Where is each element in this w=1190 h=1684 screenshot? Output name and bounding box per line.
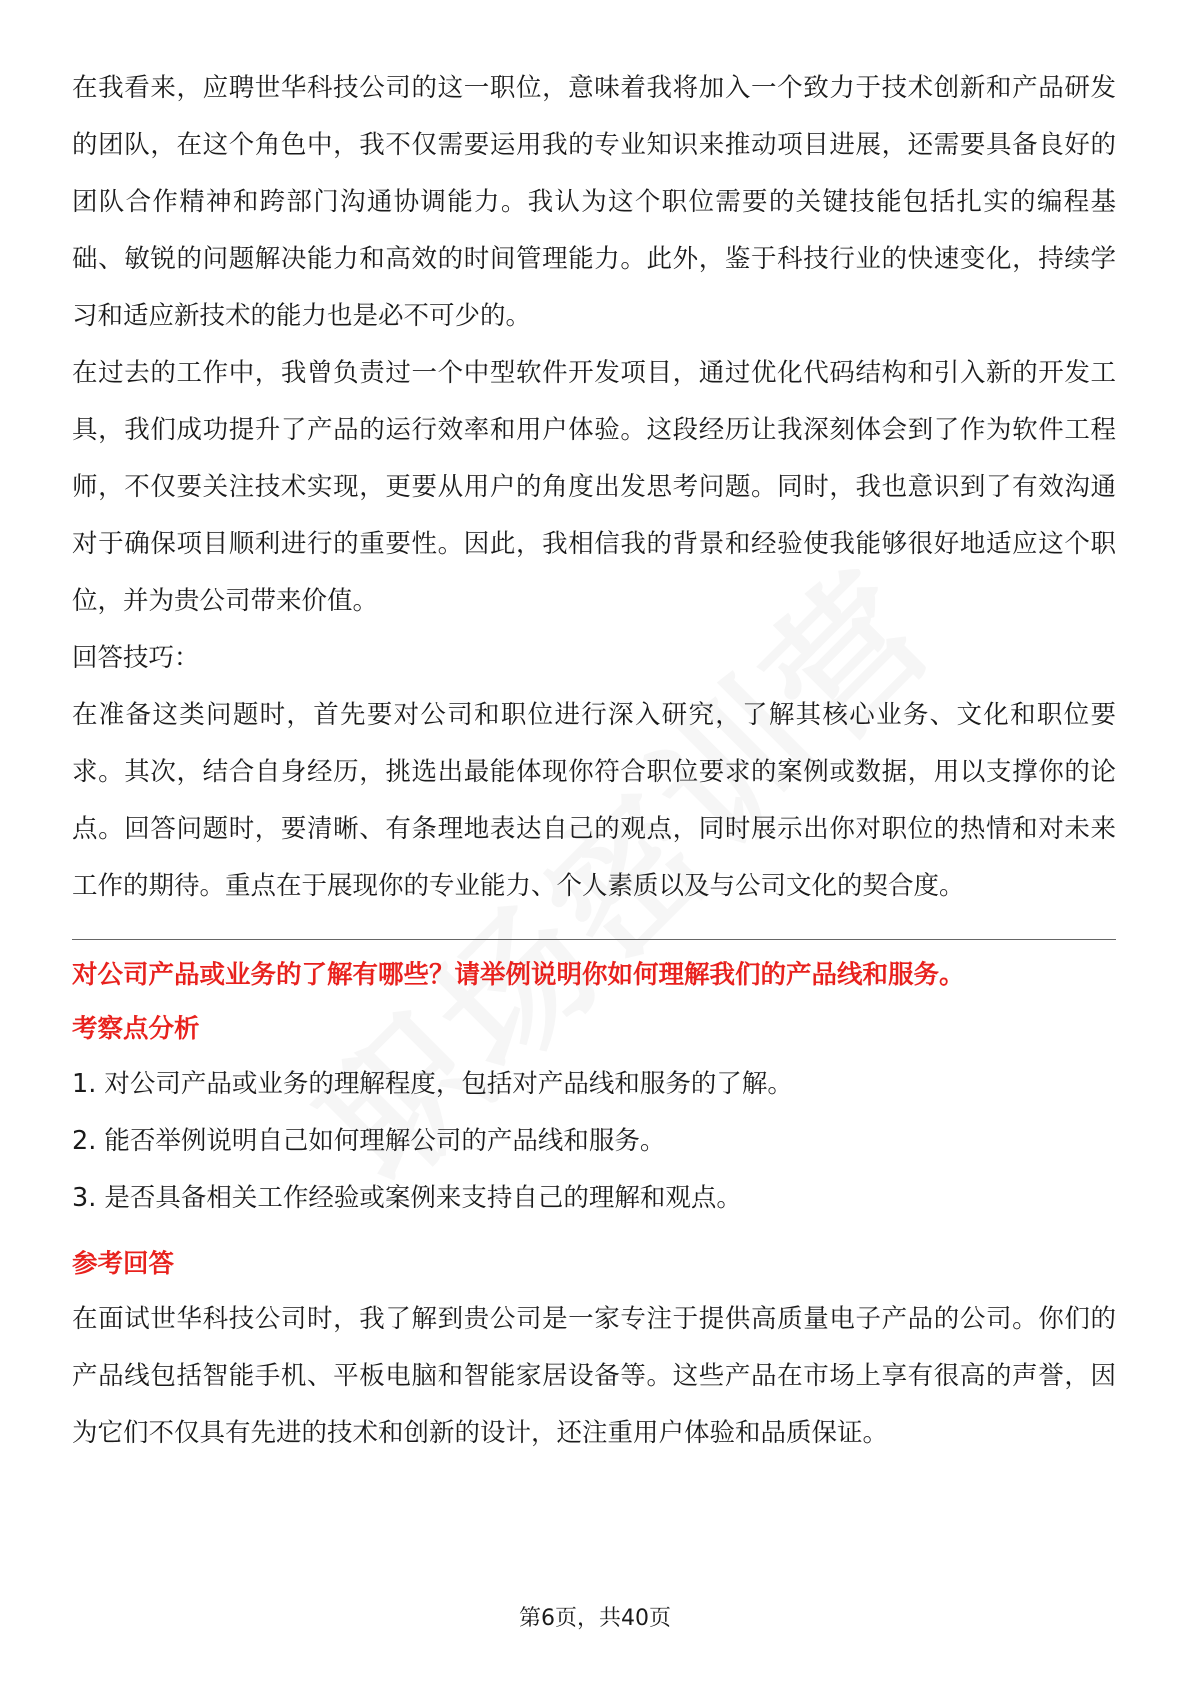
analysis-item: 2. 能否举例说明自己如何理解公司的产品线和服务。: [72, 1126, 666, 1156]
question-heading: 对公司产品或业务的了解有哪些？请举例说明你如何理解我们的产品线和服务。: [72, 960, 965, 990]
answer-paragraph-2: 在过去的工作中，我曾负责过一个中型软件开发项目，通过优化代码结构和引入新的开发工具，我们成功提升了产品的运行效率和用户体验。这段经历让我深刻体会到了作为软件工程师，不仅要关注技术实现，更要从用户的角度出发思考问题。同时，我也意识到了有效沟通对于确保项目顺利进行的重要性。因此，我相信我的背景和经验使我能够很好地适应这个职位，并为贵公司带来价值。: [72, 358, 1116, 616]
analysis-list: [72, 1056, 1116, 1227]
tips-label: 回答技巧：: [72, 643, 200, 673]
page-number: 第6页，共40页: [519, 1606, 671, 1631]
reference-paragraph: 在面试世华科技公司时，我了解到贵公司是一家专注于提供高质量电子产品的公司。你们的产品线包括智能手机、平板电脑和智能家居设备等。这些产品在市场上享有很高的声誉，因为它们不仅具有先进的技术和创新的设计，还注重用户体验和品质保证。: [72, 1304, 1116, 1448]
analysis-item: 3. 是否具备相关工作经验或案例来支持自己的理解和观点。: [72, 1183, 742, 1213]
section-divider: [72, 939, 1116, 940]
analysis-item: 1. 对公司产品或业务的理解程度，包括对产品线和服务的了解。: [72, 1069, 793, 1099]
tips-paragraph: 在准备这类问题时，首先要对公司和职位进行深入研究，了解其核心业务、文化和职位要求。其次，结合自身经历，挑选出最能体现你符合职位要求的案例或数据，用以支撑你的论点。回答问题时，要清晰、有条理地表达自己的观点，同时展示出你对职位的热情和对未来工作的期待。重点在于展现你的专业能力、个人素质以及与公司文化的契合度。: [72, 700, 1116, 901]
reference-heading: 参考回答: [72, 1249, 175, 1279]
analysis-heading: 考察点分析: [72, 1014, 200, 1044]
answer-paragraph-1: 在我看来，应聘世华科技公司的这一职位，意味着我将加入一个致力于技术创新和产品研发的团队，在这个角色中，我不仅需要运用我的专业知识来推动项目进展，还需要具备良好的团队合作精神和跨部门沟通协调能力。我认为这个职位需要的关键技能包括扎实的编程基础、敏锐的问题解决能力和高效的时间管理能力。此外，鉴于科技行业的快速变化，持续学习和适应新技术的能力也是必不可少的。: [72, 73, 1116, 331]
document-body: [72, 60, 1116, 1462]
